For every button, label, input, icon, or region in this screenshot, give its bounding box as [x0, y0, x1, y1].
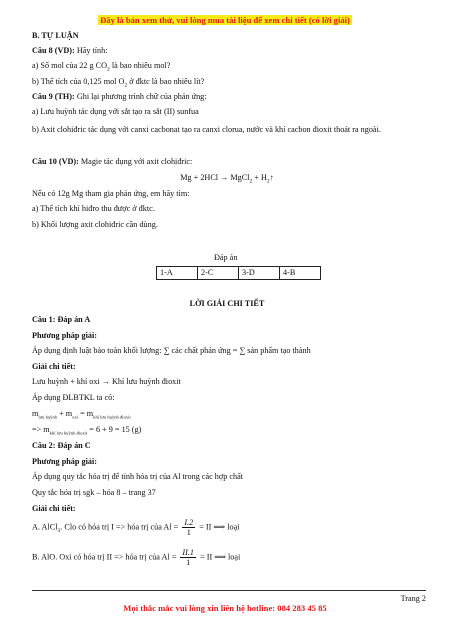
- result-prefix: => m: [32, 425, 50, 434]
- question-8-line: [32, 45, 108, 57]
- solution-1-method: Áp dụng định luật bảo toàn khối lượng: ∑ các chất phản ứng = ∑ sản phẩm tạo thành: [32, 346, 311, 355]
- answer-cell: 4-B: [280, 267, 321, 280]
- mass-plus: + m: [57, 409, 73, 418]
- reaction-equation: [32, 172, 422, 184]
- eq-sub1: 2: [249, 178, 253, 185]
- fraction-numerator: I.2: [184, 518, 194, 527]
- solution-2-method: Áp dụng quy tắc hóa trị để tính hóa trị của Al trong các hợp chất: [32, 472, 244, 481]
- answer-cell: 1-A: [157, 267, 198, 280]
- solution-2-title: Câu 2: Đáp án C: [32, 441, 91, 450]
- section-heading: B. TỰ LUẬN: [32, 31, 79, 40]
- option-a-sub: 3: [57, 528, 61, 535]
- question-10-b: b) Khối lượng axit clohiđric cần dùng.: [32, 220, 158, 229]
- result-sub: khí lưu huỳnh đioxit: [49, 430, 88, 436]
- fraction-denominator: 1: [186, 558, 191, 567]
- option-a-prefix: A. AlCl: [32, 522, 58, 532]
- preview-notice-text: Đây là bản xem thử, vui lòng mua tài liệu để xem chi tiết (có lời giải): [100, 15, 350, 25]
- q8a-text: a) Số mol của 22 g CO: [32, 61, 108, 70]
- solution-2-method-label: Phương pháp giải:: [32, 457, 97, 466]
- solution-1-line-2: Áp dụng ĐLBTKL ta có:: [32, 393, 115, 402]
- question-8-a: [32, 60, 170, 72]
- solutions-heading: LỜI GIẢI CHI TIẾT: [189, 299, 265, 308]
- solution-2-option-b: [32, 548, 240, 567]
- fraction: [180, 548, 196, 567]
- question-10-line: [32, 156, 192, 168]
- q8a-sub: 2: [107, 66, 110, 73]
- option-a-text: . Clo có hóa trị I => hóa trị của Al =: [60, 522, 181, 532]
- question-8-b: [32, 76, 204, 88]
- question-10-a: a) Thể tích khí hiđro thu được ở đktc.: [32, 204, 155, 213]
- q8a-tail: là bao nhiêu mol?: [109, 61, 171, 70]
- question-9-title: Câu 9 (TH):: [32, 92, 75, 101]
- question-9-line: [32, 91, 207, 103]
- solution-1-line-4: [32, 424, 141, 436]
- answer-caption: Đáp án: [214, 253, 238, 262]
- mass-sub: khí lưu huỳnh đioxit: [93, 414, 131, 420]
- answer-table: [156, 266, 321, 280]
- solution-1-line-1: Lưu huỳnh + khí oxi → Khí lưu huỳnh đioxit: [32, 377, 181, 386]
- answer-cell: 3-D: [239, 267, 280, 280]
- question-10-title: Câu 10 (VD):: [32, 157, 79, 166]
- solution-2-detail-label: Giải chi tiết:: [32, 504, 76, 513]
- solution-1-method-label: Phương pháp giải:: [32, 331, 97, 340]
- solution-2-rule: Quy tắc hóa trị sgk – hóa 8 – trang 37: [32, 488, 156, 497]
- question-8-title: Câu 8 (VD):: [32, 46, 75, 55]
- mass-equals: = m: [78, 409, 94, 418]
- solution-1-line-3: [32, 408, 131, 420]
- eq-left: Mg + 2HCl → MgCl: [180, 173, 250, 182]
- fraction-denominator: 1: [186, 528, 191, 537]
- question-9-b: b) Axit clohiđric tác dụng với canxi cacbonat tạo ra canxi clorua, nước và khí cacbon đioxit thoát ra ngoài.: [32, 125, 381, 134]
- eq-sub2: 2: [266, 178, 270, 185]
- question-9-a: a) Lưu huỳnh tác dụng với sắt tạo ra sắt (II) sunfua: [32, 107, 199, 116]
- option-b-result: = II ⟹ loại: [198, 552, 241, 562]
- question-10-prompt: Magie tác dụng với axit clohiđric:: [80, 157, 193, 166]
- hotline-notice: Mọi thắc mắc vui lòng xin liên hệ hotline: 084 283 45 85: [123, 603, 327, 613]
- mass-symbol: m: [32, 409, 39, 418]
- q8b-text: b) Thể tích của 0,125 mol O: [32, 77, 125, 86]
- mass-sub: lưu huỳnh: [38, 414, 58, 420]
- answer-cell: 2-C: [198, 267, 239, 280]
- solution-1-detail-label: Giải chi tiết:: [32, 362, 76, 371]
- footer-divider: [32, 590, 426, 591]
- answer-row: [157, 267, 321, 280]
- question-8-prompt: Hãy tính:: [76, 46, 108, 55]
- fraction-numerator: II.1: [182, 548, 195, 557]
- solution-2-option-a: [32, 518, 239, 537]
- option-b-text: B. AlO. Oxi có hóa trị II => hóa trị của Al =: [32, 552, 179, 562]
- eq-mid: + H: [252, 173, 267, 182]
- eq-arrow: ↑: [269, 173, 274, 182]
- result-value: = 6 + 9 = 15 (g): [87, 425, 142, 434]
- page-number: Trang 2: [400, 594, 426, 603]
- question-9-prompt: Ghi lại phương trình chữ của phản ứng:: [76, 92, 207, 101]
- fraction: [182, 518, 195, 537]
- mass-sub: oxi: [72, 414, 79, 420]
- solution-1-title: Câu 1: Đáp án A: [32, 315, 91, 324]
- q8b-sub: 2: [124, 82, 128, 89]
- question-10-given: Nếu có 12g Mg tham gia phản ứng, em hãy tìm:: [32, 189, 190, 198]
- preview-notice-banner: [0, 14, 450, 26]
- q8b-tail: ở đktc là bao nhiêu lít?: [127, 77, 205, 86]
- option-a-result: = II ⟹ loại: [197, 522, 240, 532]
